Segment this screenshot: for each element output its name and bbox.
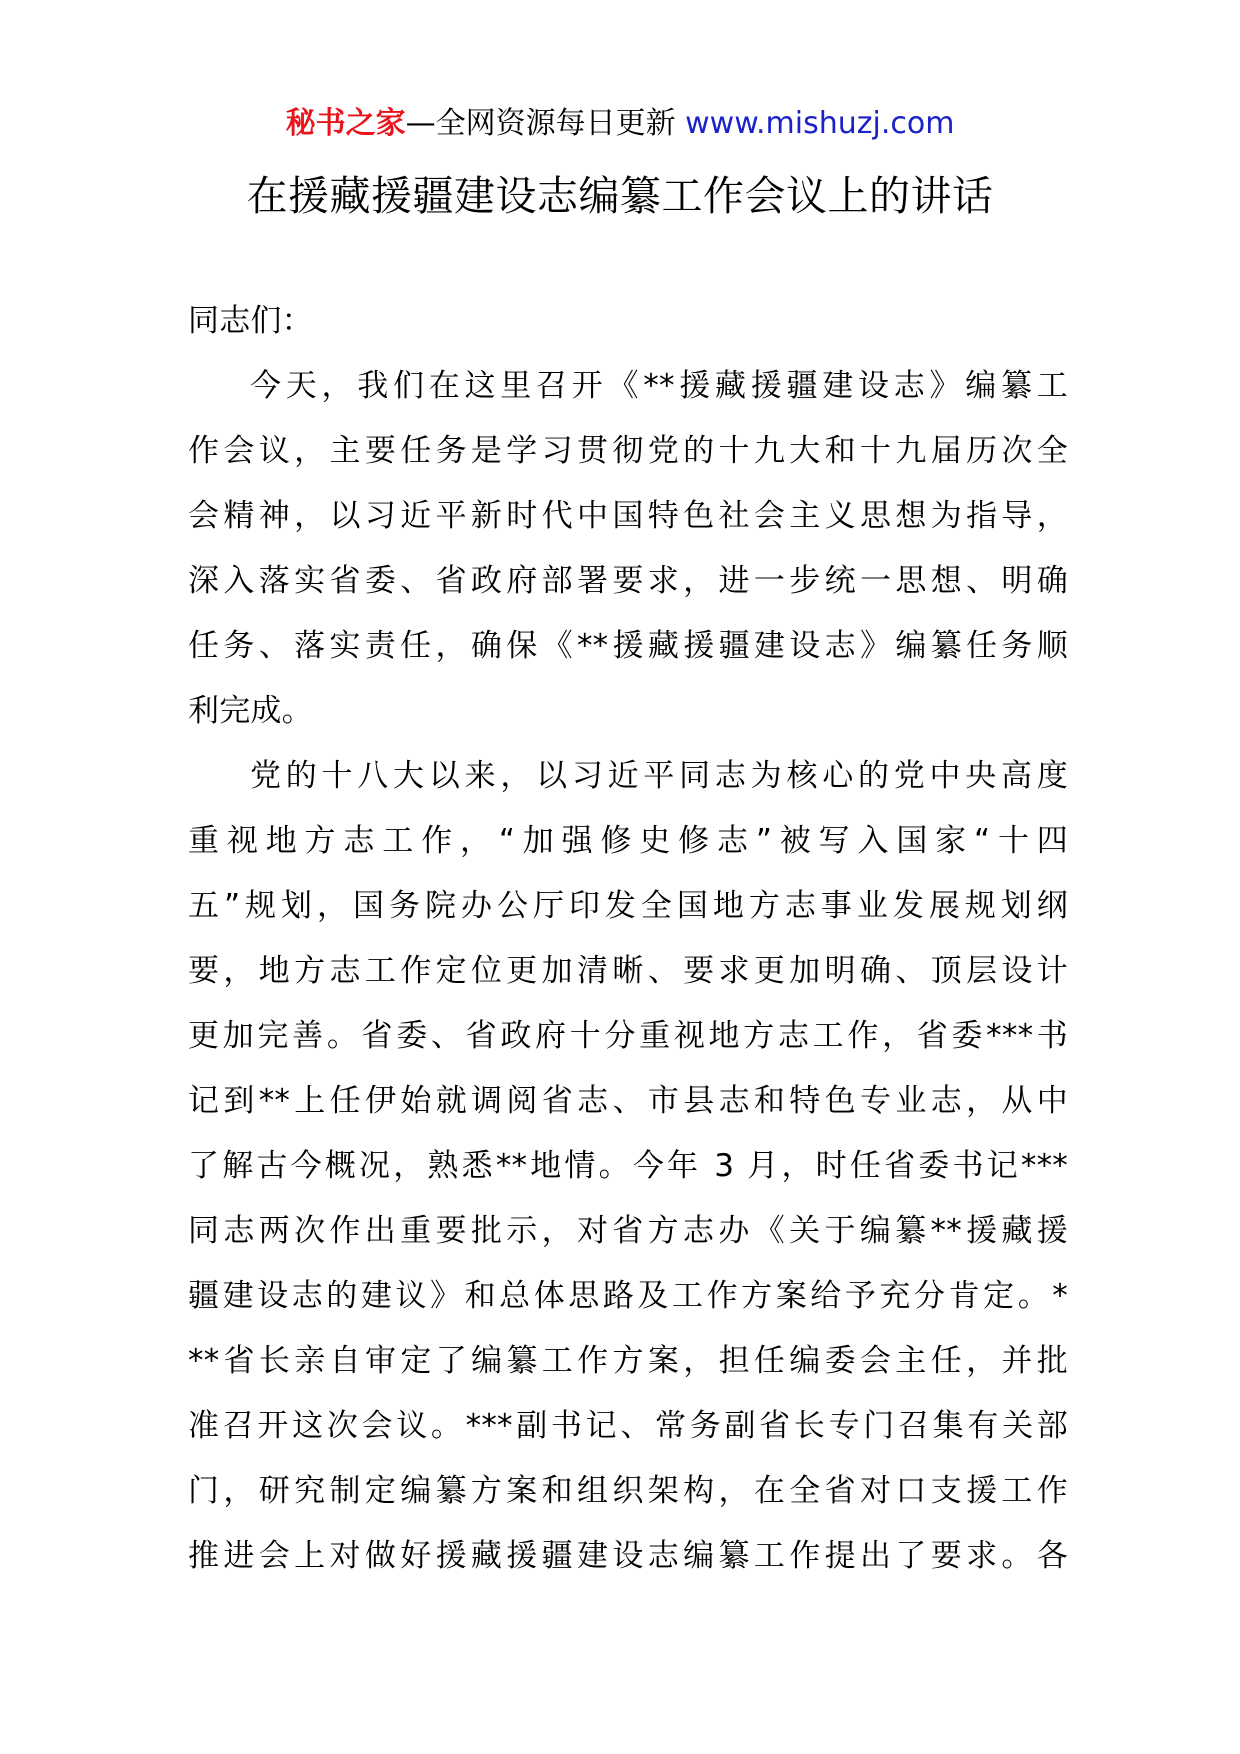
document-title: 在援藏援疆建设志编纂工作会议上的讲话 <box>246 172 994 220</box>
paragraph-2-line-1: 党的十八大以来，以习近平同志为核心的党中央高度 <box>250 758 1068 794</box>
paragraph-1-line-1: 今天，我们在这里召开《**援藏援疆建设志》编纂工 <box>250 368 1068 404</box>
paragraph-2-line-5: 更加完善。省委、省政府十分重视地方志工作，省委***书 <box>188 1018 1068 1054</box>
paragraph-1-line-5: 任务、落实责任，确保《**援藏援疆建设志》编纂任务顺 <box>188 628 1068 664</box>
paragraph-2-line-8: 同志两次作出重要批示，对省方志办《关于编纂**援藏援 <box>188 1213 1068 1249</box>
document-body <box>188 289 1068 1589</box>
salutation-line: 同志们： <box>188 303 313 339</box>
paragraph-2-line-7: 了解古今概况，熟悉**地情。今年 3 月，时任省委书记*** <box>188 1148 1068 1184</box>
paragraph-2-line-12: 门，研究制定编纂方案和组织架构，在全省对口支援工作 <box>188 1473 1068 1509</box>
paragraph-2-line-11: 准召开这次会议。***副书记、常务副省长专门召集有关部 <box>188 1408 1068 1444</box>
banner-tagline: —全网资源每日更新 <box>405 106 686 141</box>
paragraph-2-line-4: 要，地方志工作定位更加清晰、要求更加明确、顶层设计 <box>188 953 1068 989</box>
paragraph-1-line-4: 深入落实省委、省政府部署要求，进一步统一思想、明确 <box>188 563 1068 599</box>
brand-name: 秘书之家 <box>285 106 406 141</box>
paragraph-1-line-6: 利完成。 <box>188 693 313 729</box>
paragraph-2-line-2: 重视地方志工作，“加强修史修志”被写入国家“十四 <box>188 823 1068 859</box>
paragraph-1-line-3: 会精神，以习近平新时代中国特色社会主义思想为指导， <box>188 498 1068 534</box>
paragraph-2-line-6: 记到**上任伊始就调阅省志、市县志和特色专业志，从中 <box>188 1083 1068 1119</box>
site-url-link[interactable]: www.mishuzj.com <box>685 106 955 141</box>
paragraph-2-line-9: 疆建设志的建议》和总体思路及工作方案给予充分肯定。* <box>188 1278 1068 1314</box>
paragraph-2-line-13: 推进会上对做好援藏援疆建设志编纂工作提出了要求。各 <box>188 1538 1068 1574</box>
site-banner <box>0 104 1240 144</box>
paragraph-2-line-10: **省长亲自审定了编纂工作方案，担任编委会主任，并批 <box>188 1343 1068 1379</box>
paragraph-1-line-2: 作会议，主要任务是学习贯彻党的十九大和十九届历次全 <box>188 433 1068 469</box>
paragraph-2-line-3: 五”规划，国务院办公厅印发全国地方志事业发展规划纲 <box>188 888 1068 924</box>
